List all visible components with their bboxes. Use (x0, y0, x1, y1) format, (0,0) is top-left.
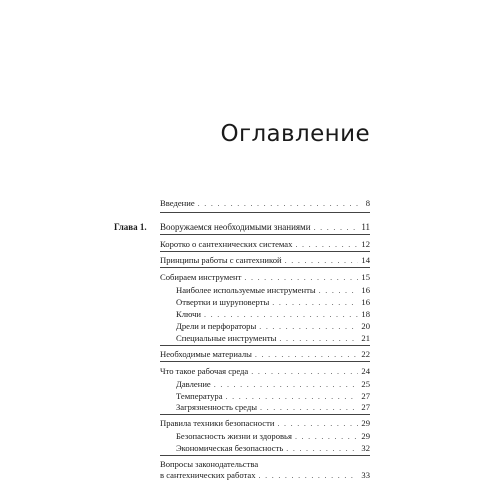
toc-entry-text: Специальные инструменты (176, 333, 277, 343)
toc-entry[interactable] (160, 255, 370, 266)
toc-entry-text: Вопросы законодательства (160, 459, 259, 469)
toc-entry-line-1[interactable] (160, 459, 370, 469)
toc-entry-text: Вооружаемся необходимыми знаниями (160, 222, 311, 232)
toc-page-number: 20 (361, 321, 370, 331)
divider (160, 455, 370, 456)
toc-entry[interactable] (160, 418, 370, 429)
leader-dots (295, 240, 358, 250)
toc-entry[interactable] (160, 470, 370, 481)
toc-entry-intro[interactable] (160, 198, 370, 209)
leader-dots (295, 432, 358, 442)
toc-page-number: 29 (361, 431, 370, 441)
toc-entry-text: Давление (176, 379, 211, 389)
toc-entry-text: Безопасность жизни и здоровья (176, 431, 292, 441)
toc-page-number: 24 (361, 366, 370, 376)
toc-page-number: 29 (361, 418, 370, 428)
toc-page-number: 18 (361, 309, 370, 319)
toc-subentry[interactable] (176, 297, 370, 308)
leader-dots (251, 367, 358, 377)
toc-entry-text: Коротко о сантехнических системах (160, 239, 293, 249)
toc-page-number: 16 (361, 297, 370, 307)
toc-page-number: 33 (361, 470, 370, 480)
toc-subentry[interactable] (176, 431, 370, 442)
toc-page-number: 8 (365, 198, 370, 208)
toc-page-number: 27 (361, 402, 370, 412)
leader-dots (259, 322, 358, 332)
divider (160, 414, 370, 415)
toc-entry-text: Экономическая безопасность (176, 443, 284, 453)
toc-subentry[interactable] (176, 443, 370, 454)
toc-subentry[interactable] (176, 402, 370, 413)
divider (160, 212, 370, 213)
toc-subentry[interactable] (176, 285, 370, 296)
toc-page-number: 11 (361, 222, 370, 232)
toc-entry-text: Дрели и перфораторы (176, 321, 257, 331)
toc-page-number: 32 (361, 443, 370, 453)
leader-dots (286, 444, 358, 454)
toc-entry-text: Что такое рабочая среда (160, 366, 249, 376)
toc-page-number: 22 (361, 349, 370, 359)
toc-entry-text: Загрязненность среды (176, 402, 258, 412)
toc-entry-text: Наиболее используемые инструменты (176, 285, 316, 295)
toc-subentry[interactable] (176, 321, 370, 332)
leader-dots (319, 286, 359, 296)
toc-entry[interactable] (160, 239, 370, 250)
toc-subentry[interactable] (176, 333, 370, 344)
toc-page-number: 15 (361, 272, 370, 282)
toc-subentry[interactable] (176, 379, 370, 390)
toc-page-number: 25 (361, 379, 370, 389)
toc-entry-text: Необходимые материалы (160, 349, 252, 359)
toc-entry-text: в сантехнических работах (160, 470, 256, 480)
leader-dots (214, 380, 359, 390)
toc-entry-text: Температура (176, 391, 223, 401)
page-title: Оглавление (220, 121, 370, 147)
toc-page-number: 27 (361, 391, 370, 401)
leader-dots (314, 223, 359, 233)
toc-entry-text: Ключи (176, 309, 202, 319)
leader-dots (260, 403, 358, 413)
leader-dots (272, 298, 358, 308)
toc-entry[interactable] (160, 366, 370, 377)
leader-dots (277, 419, 358, 429)
toc-entry-text: Принципы работы с сантехникой (160, 255, 282, 265)
toc-entry-text: Отвертки и шуруповерты (176, 297, 270, 307)
divider (160, 251, 370, 252)
toc-entry-text: Правила техники безопасности (160, 418, 275, 428)
divider (160, 345, 370, 346)
toc-page-number: 14 (361, 255, 370, 265)
toc-page-number: 16 (361, 285, 370, 295)
leader-dots (255, 350, 358, 360)
toc-page-number: 21 (361, 333, 370, 343)
leader-dots (279, 334, 358, 344)
toc-entry[interactable] (160, 349, 370, 360)
leader-dots (204, 310, 358, 320)
leader-dots (244, 273, 358, 283)
leader-dots (198, 199, 363, 209)
toc-entry-chapter-1[interactable] (160, 222, 370, 233)
toc-subentry[interactable] (176, 391, 370, 402)
divider (160, 361, 370, 362)
toc-entry-text: Введение (160, 198, 195, 208)
leader-dots (259, 471, 359, 481)
divider (160, 267, 370, 268)
toc-entry[interactable] (160, 272, 370, 283)
divider (160, 234, 370, 235)
toc-subentry[interactable] (176, 309, 370, 320)
toc-page-number: 12 (361, 239, 370, 249)
chapter-label: Глава 1. (114, 222, 147, 232)
leader-dots (226, 392, 359, 402)
toc-entry-text: Собираем инструмент (160, 272, 242, 282)
leader-dots (285, 256, 359, 266)
